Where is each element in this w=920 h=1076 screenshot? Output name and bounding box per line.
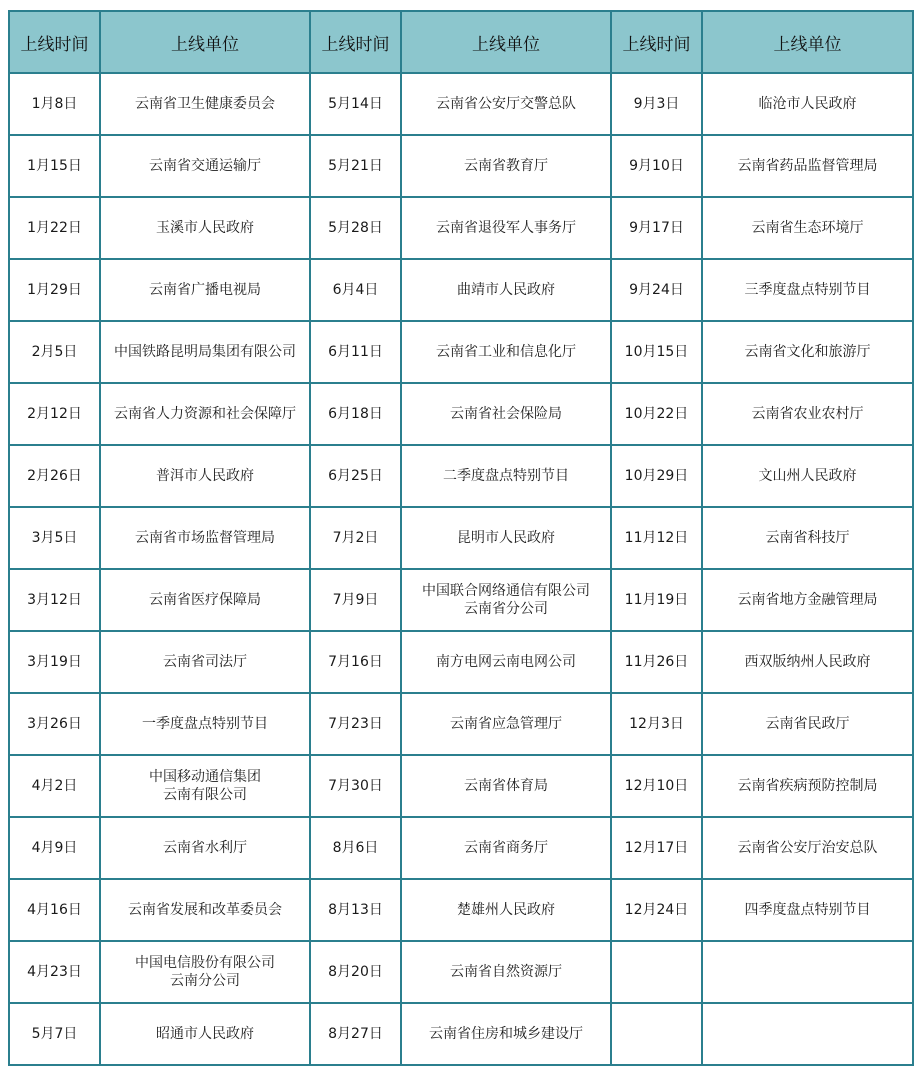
header-unit: 上线单位 [401,11,611,73]
unit-cell: 云南省疾病预防控制局 [702,755,913,817]
unit-cell: 云南省司法厅 [100,631,310,693]
unit-cell: 云南省住房和城乡建设厅 [401,1003,611,1065]
unit-cell: 云南省生态环境厅 [702,197,913,259]
date-cell: 12月17日 [611,817,702,879]
date-cell: 12月3日 [611,693,702,755]
unit-cell: 南方电网云南电网公司 [401,631,611,693]
unit-cell: 云南省交通运输厅 [100,135,310,197]
date-cell: 3月26日 [9,693,100,755]
table-row [9,569,913,631]
unit-cell: 中国移动通信集团 云南有限公司 [100,755,310,817]
date-cell: 3月19日 [9,631,100,693]
unit-cell: 云南省工业和信息化厅 [401,321,611,383]
table-row [9,1003,913,1065]
table-row [9,941,913,1003]
date-cell: 2月26日 [9,445,100,507]
unit-cell: 云南省商务厅 [401,817,611,879]
unit-cell: 云南省社会保险局 [401,383,611,445]
table-body [9,73,913,1065]
unit-cell: 二季度盘点特别节目 [401,445,611,507]
table-row [9,817,913,879]
header-unit: 上线单位 [100,11,310,73]
unit-cell: 云南省水利厅 [100,817,310,879]
date-cell: 5月14日 [310,73,401,135]
unit-cell: 云南省医疗保障局 [100,569,310,631]
unit-cell: 中国电信股份有限公司 云南分公司 [100,941,310,1003]
unit-cell: 玉溪市人民政府 [100,197,310,259]
date-cell: 1月22日 [9,197,100,259]
date-cell: 3月12日 [9,569,100,631]
date-cell: 7月9日 [310,569,401,631]
unit-cell: 云南省农业农村厅 [702,383,913,445]
unit-cell: 云南省人力资源和社会保障厅 [100,383,310,445]
date-cell: 9月17日 [611,197,702,259]
table-row [9,383,913,445]
table-row [9,321,913,383]
date-cell: 9月3日 [611,73,702,135]
unit-cell: 云南省地方金融管理局 [702,569,913,631]
date-cell: 4月9日 [9,817,100,879]
date-cell [611,941,702,1003]
table-row [9,631,913,693]
unit-cell: 云南省体育局 [401,755,611,817]
unit-cell: 云南省应急管理厅 [401,693,611,755]
unit-cell: 三季度盘点特别节目 [702,259,913,321]
date-cell: 1月29日 [9,259,100,321]
date-cell: 7月2日 [310,507,401,569]
date-cell: 7月23日 [310,693,401,755]
date-cell: 6月18日 [310,383,401,445]
date-cell: 11月19日 [611,569,702,631]
table-row [9,135,913,197]
date-cell: 4月16日 [9,879,100,941]
date-cell: 4月23日 [9,941,100,1003]
unit-cell: 云南省公安厅治安总队 [702,817,913,879]
date-cell: 6月4日 [310,259,401,321]
table-row [9,445,913,507]
header-row [9,11,913,73]
unit-cell: 云南省广播电视局 [100,259,310,321]
table-row [9,879,913,941]
date-cell: 8月27日 [310,1003,401,1065]
unit-cell: 昆明市人民政府 [401,507,611,569]
unit-cell: 云南省民政厅 [702,693,913,755]
date-cell: 12月10日 [611,755,702,817]
header-unit: 上线单位 [702,11,913,73]
unit-cell [702,941,913,1003]
date-cell: 6月11日 [310,321,401,383]
date-cell: 9月24日 [611,259,702,321]
unit-cell: 楚雄州人民政府 [401,879,611,941]
schedule-table [8,10,914,1066]
unit-cell [702,1003,913,1065]
unit-cell: 云南省教育厅 [401,135,611,197]
unit-cell: 云南省退役军人事务厅 [401,197,611,259]
header-date: 上线时间 [611,11,702,73]
date-cell: 4月2日 [9,755,100,817]
table-row [9,73,913,135]
unit-cell: 中国联合网络通信有限公司 云南省分公司 [401,569,611,631]
table-row [9,197,913,259]
header-date: 上线时间 [310,11,401,73]
date-cell: 8月6日 [310,817,401,879]
unit-cell: 文山州人民政府 [702,445,913,507]
unit-cell: 云南省药品监督管理局 [702,135,913,197]
unit-cell: 一季度盘点特别节目 [100,693,310,755]
date-cell: 5月21日 [310,135,401,197]
unit-cell: 云南省文化和旅游厅 [702,321,913,383]
header-date: 上线时间 [9,11,100,73]
table-row [9,259,913,321]
date-cell: 11月12日 [611,507,702,569]
date-cell: 10月22日 [611,383,702,445]
unit-cell: 普洱市人民政府 [100,445,310,507]
unit-cell: 曲靖市人民政府 [401,259,611,321]
date-cell: 2月12日 [9,383,100,445]
unit-cell: 云南省自然资源厅 [401,941,611,1003]
unit-cell: 临沧市人民政府 [702,73,913,135]
date-cell: 1月15日 [9,135,100,197]
unit-cell: 云南省市场监督管理局 [100,507,310,569]
date-cell: 3月5日 [9,507,100,569]
date-cell: 5月28日 [310,197,401,259]
unit-cell: 云南省发展和改革委员会 [100,879,310,941]
date-cell: 5月7日 [9,1003,100,1065]
table-row [9,693,913,755]
table-row [9,507,913,569]
unit-cell: 云南省公安厅交警总队 [401,73,611,135]
date-cell: 1月8日 [9,73,100,135]
date-cell: 11月26日 [611,631,702,693]
unit-cell: 昭通市人民政府 [100,1003,310,1065]
date-cell: 10月15日 [611,321,702,383]
unit-cell: 西双版纳州人民政府 [702,631,913,693]
date-cell: 7月30日 [310,755,401,817]
table-row [9,755,913,817]
unit-cell: 云南省卫生健康委员会 [100,73,310,135]
date-cell: 8月13日 [310,879,401,941]
date-cell [611,1003,702,1065]
date-cell: 8月20日 [310,941,401,1003]
date-cell: 2月5日 [9,321,100,383]
date-cell: 7月16日 [310,631,401,693]
date-cell: 9月10日 [611,135,702,197]
date-cell: 12月24日 [611,879,702,941]
unit-cell: 中国铁路昆明局集团有限公司 [100,321,310,383]
unit-cell: 四季度盘点特别节目 [702,879,913,941]
date-cell: 6月25日 [310,445,401,507]
date-cell: 10月29日 [611,445,702,507]
unit-cell: 云南省科技厅 [702,507,913,569]
